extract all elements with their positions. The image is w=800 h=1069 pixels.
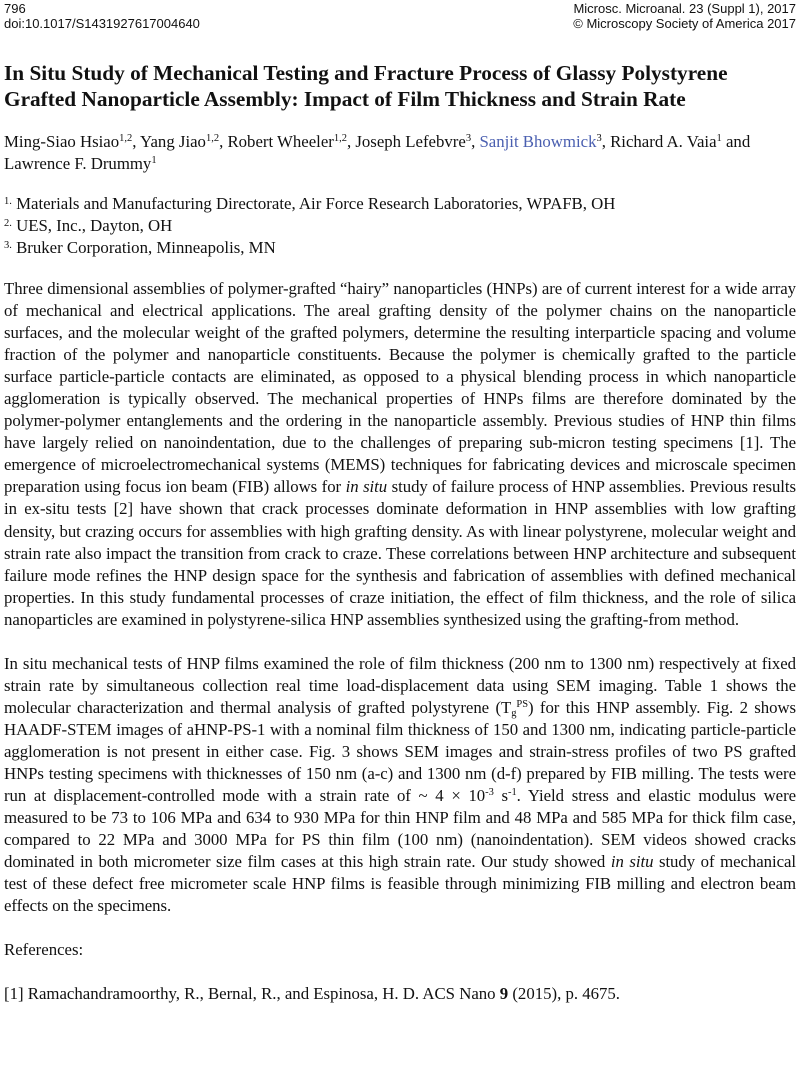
affiliation <box>4 215 796 237</box>
text-run: [1] Ramachandramoorthy, R., Bernal, R., and Espinosa, H. D. ACS Nano <box>4 984 500 1004</box>
article <box>4 60 796 1005</box>
separator: , <box>471 132 480 151</box>
journal-citation: Microsc. Microanal. 23 (Suppl 1), 2017 <box>573 1 796 16</box>
author-name: Ming-Siao Hsiao <box>4 132 120 151</box>
separator: , <box>219 132 228 151</box>
author-affil-sup: 1,2 <box>119 133 133 144</box>
reference-1 <box>4 983 796 1005</box>
affiliation-list <box>4 193 796 259</box>
volume-number: 9 <box>499 984 509 1004</box>
author-affil-sup: 3 <box>465 133 472 144</box>
affiliation <box>4 193 796 215</box>
author-name: Yang Jiao <box>140 132 206 151</box>
author-affil-sup: 1,2 <box>205 133 220 144</box>
author-affil-sup: 1 <box>716 133 722 144</box>
doi: doi:10.1017/S1431927617004640 <box>4 16 200 31</box>
separator: , <box>601 132 611 151</box>
affiliation-number: 3. <box>4 240 12 251</box>
affiliation-number: 2. <box>4 218 12 229</box>
references-heading: References: <box>4 940 84 960</box>
author-name-highlighted: Sanjit Bhowmick <box>479 132 597 151</box>
page-number: 796 <box>4 1 26 16</box>
body-paragraph-1 <box>4 278 796 631</box>
affiliation-text: Bruker Corporation, Minneapolis, MN <box>16 238 276 257</box>
text-run: Three dimensional assemblies of polymer-grafted “hairy” nanoparticles (HNPs) are of current interest for a wide array of mechanical and electrical applications. The areal grafting density of the polymer chains on the nanoparticle surfaces, and the molecular weight of the grafted polymers, determine the resulting interparticle spacing and volume fraction of the polymer and nanoparticle constituents. Because the polymer is chemically grafted to the particle surface particle-particle contacts are eliminated, as opposed to a physical blending process in which nanoparticle agglomeration is typically observed. The mechanical properties of HNPs films are therefore dominated by the polymer-polymer entanglements and the ordering in the nanoparticle assembly. Previous studies of HNP thin films have largely relied on nanoindentation, due to the challenges of preparing sub-micron testing specimens [1]. The emergence of microelectromechanical systems (MEMS) techniques for fabricating devices and microscale specimen preparation using focus ion beam (FIB) allows for <box>4 279 796 497</box>
superscript: PS <box>516 698 528 710</box>
paper-title: In Situ Study of Mechanical Testing and Fracture Process of Glassy Polystyrene Grafted Nanoparticle Assembly: Impact of Film Thickness and Strain Rate <box>4 61 728 111</box>
author-name: Lawrence F. Drummy <box>4 154 152 173</box>
author-name: Richard A. Vaia <box>610 132 717 151</box>
header-right <box>573 1 796 31</box>
affiliation-number: 1. <box>4 196 12 207</box>
author-affil-sup: 1 <box>151 155 157 166</box>
text-run: s <box>493 786 509 806</box>
page-header <box>0 0 800 34</box>
author-name: Robert Wheeler <box>227 132 334 151</box>
copyright: © Microscopy Society of America 2017 <box>573 16 796 31</box>
separator: and <box>721 132 751 151</box>
text-run: ) for this HNP assembly. Fig. 2 shows HAADF-STEM images of aHNP-PS-1 with a nominal film thickness of 150 and 1300 nm, indicating particle-particle agglomeration is not present in either case. Fig. 3 shows SEM images and strain-stress profiles of two PS grafted HNPs testing specimens with thicknesses of 150 nm (a-c) and 1300 nm (d-f) prepared by FIB milling. The tests were run at displacement-controlled mode with a strain rate of ~ 4 × 10 <box>4 697 796 806</box>
superscript: -1 <box>508 787 517 799</box>
body-paragraph-2 <box>4 653 796 918</box>
separator: , <box>346 132 356 151</box>
affiliation-text: UES, Inc., Dayton, OH <box>16 216 173 235</box>
text-run: . Yield stress and elastic modulus were measured to be 73 to 106 MPa and 634 to 930 MPa for thin HNP film and 48 MPa and 585 MPa for thick film case, compared to 22 MPa and 3000 MPa for PS thin film (100 nm) (nanoindentation). SEM videos showed cracks dominated in both micrometer size film cases at this high strain rate. Our study showed <box>4 786 797 872</box>
text-run: (2015), p. 4675. <box>508 984 621 1004</box>
text-run: In situ mechanical tests of HNP films examined the role of film thickness (200 nm to 1300 nm) respectively at fixed strain rate by simultaneous collection real time load-displacement data using SEM imaging. Table 1 shows the molecular characterization and thermal analysis of grafted polystyrene (T <box>4 653 796 717</box>
text-run: study of failure process of HNP assemblies. Previous results in ex-situ tests [2] have shown that crack processes dominate deformation in HNP assemblies with low grafting density, but crazing occurs for assemblies with high grafting density. As with linear polystyrene, molecular weight and strain rate also impact the transition from crack to craze. These correlations between HNP architecture and subsequent failure mode refines the HNP design space for the synthesis and fabrication of assemblies with defined mechanical properties. In this study fundamental processes of craze initiation, the effect of film thickness, and the role of silica nanoparticles are examined in polystyrene-silica HNP assemblies synthesized using the grafting-from method. <box>4 477 796 629</box>
author-list <box>4 131 796 175</box>
text-run: study of mechanical test of these defect free micrometer scale HNP films is feasible through minimizing FIB milling and electron beam effects on the specimens. <box>4 852 796 916</box>
superscript: -3 <box>485 787 494 799</box>
affiliation <box>4 237 796 259</box>
author-affil-sup: 1,2 <box>333 133 347 144</box>
header-left <box>4 1 200 31</box>
subscript: g <box>511 707 517 719</box>
italic-run: in situ <box>345 477 388 497</box>
separator: , <box>132 132 141 151</box>
author-name: Joseph Lefebvre <box>355 132 466 151</box>
italic-run: in situ <box>610 852 654 872</box>
affiliation-text: Materials and Manufacturing Directorate, Air Force Research Laboratories, WPAFB, OH <box>16 194 616 213</box>
author-affil-sup: 3 <box>596 133 602 144</box>
